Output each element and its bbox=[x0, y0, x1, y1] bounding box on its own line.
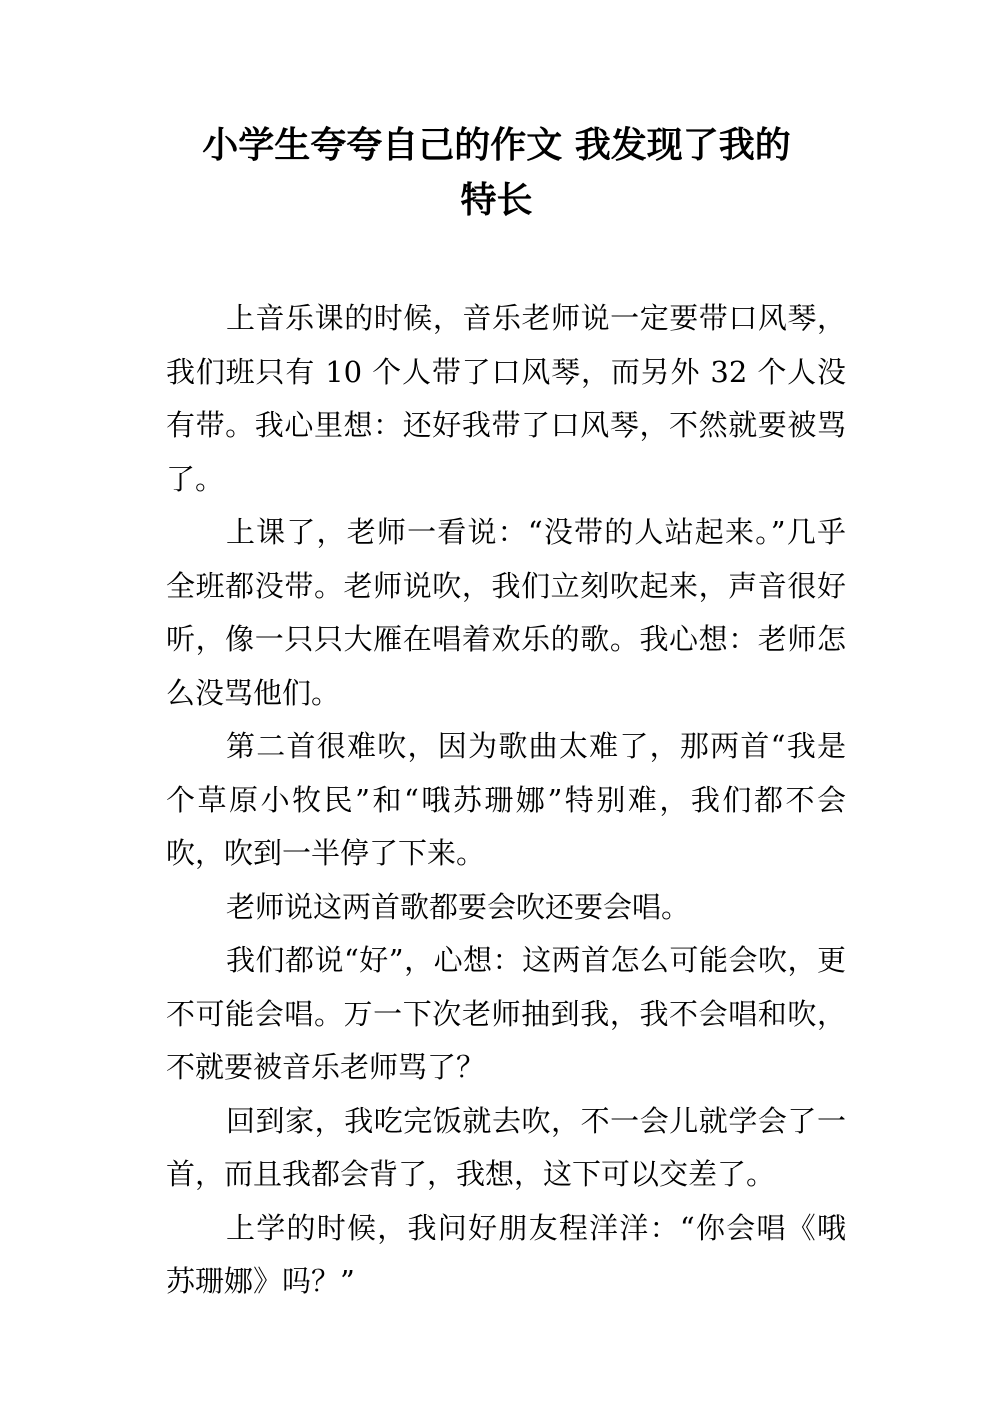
title-line-2: 特长 bbox=[460, 180, 533, 221]
paragraph: 回到家，我吃完饭就去吹，不一会儿就学会了一首，而且我都会背了，我想，这下可以交差了。 bbox=[166, 1103, 846, 1191]
document-title bbox=[150, 118, 843, 228]
paragraph: 老师说这两首歌都要会吹还要会唱。 bbox=[226, 889, 691, 924]
paragraph: 我们都说“好”，心想：这两首怎么可能会吹，更不可能会唱。万一下次老师抽到我，我不会唱和吹，不就要被音乐老师骂了？ bbox=[166, 943, 846, 1084]
paragraph: 第二首很难吹，因为歌曲太难了，那两首“我是个草原小牧民”和“哦苏珊娜”特别难，我们都不会吹，吹到一半停了下来。 bbox=[166, 729, 846, 870]
title-line-1: 小学生夸夸自己的作文 我发现了我的 bbox=[202, 125, 791, 166]
document-body bbox=[166, 292, 846, 1309]
paragraph: 上音乐课的时候，音乐老师说一定要带口风琴，我们班只有 10 个人带了口风琴，而另外 32 个人没有带。我心里想：还好我带了口风琴，不然就要被骂了。 bbox=[166, 301, 846, 496]
paragraph: 上课了，老师一看说：“没带的人站起来。”几乎全班都没带。老师说吹，我们立刻吹起来，声音很好听，像一只只大雁在唱着欢乐的歌。我心想：老师怎么没骂他们。 bbox=[166, 515, 846, 710]
paragraph: 上学的时候，我问好朋友程洋洋：“你会唱《哦苏珊娜》吗？” bbox=[166, 1210, 846, 1298]
